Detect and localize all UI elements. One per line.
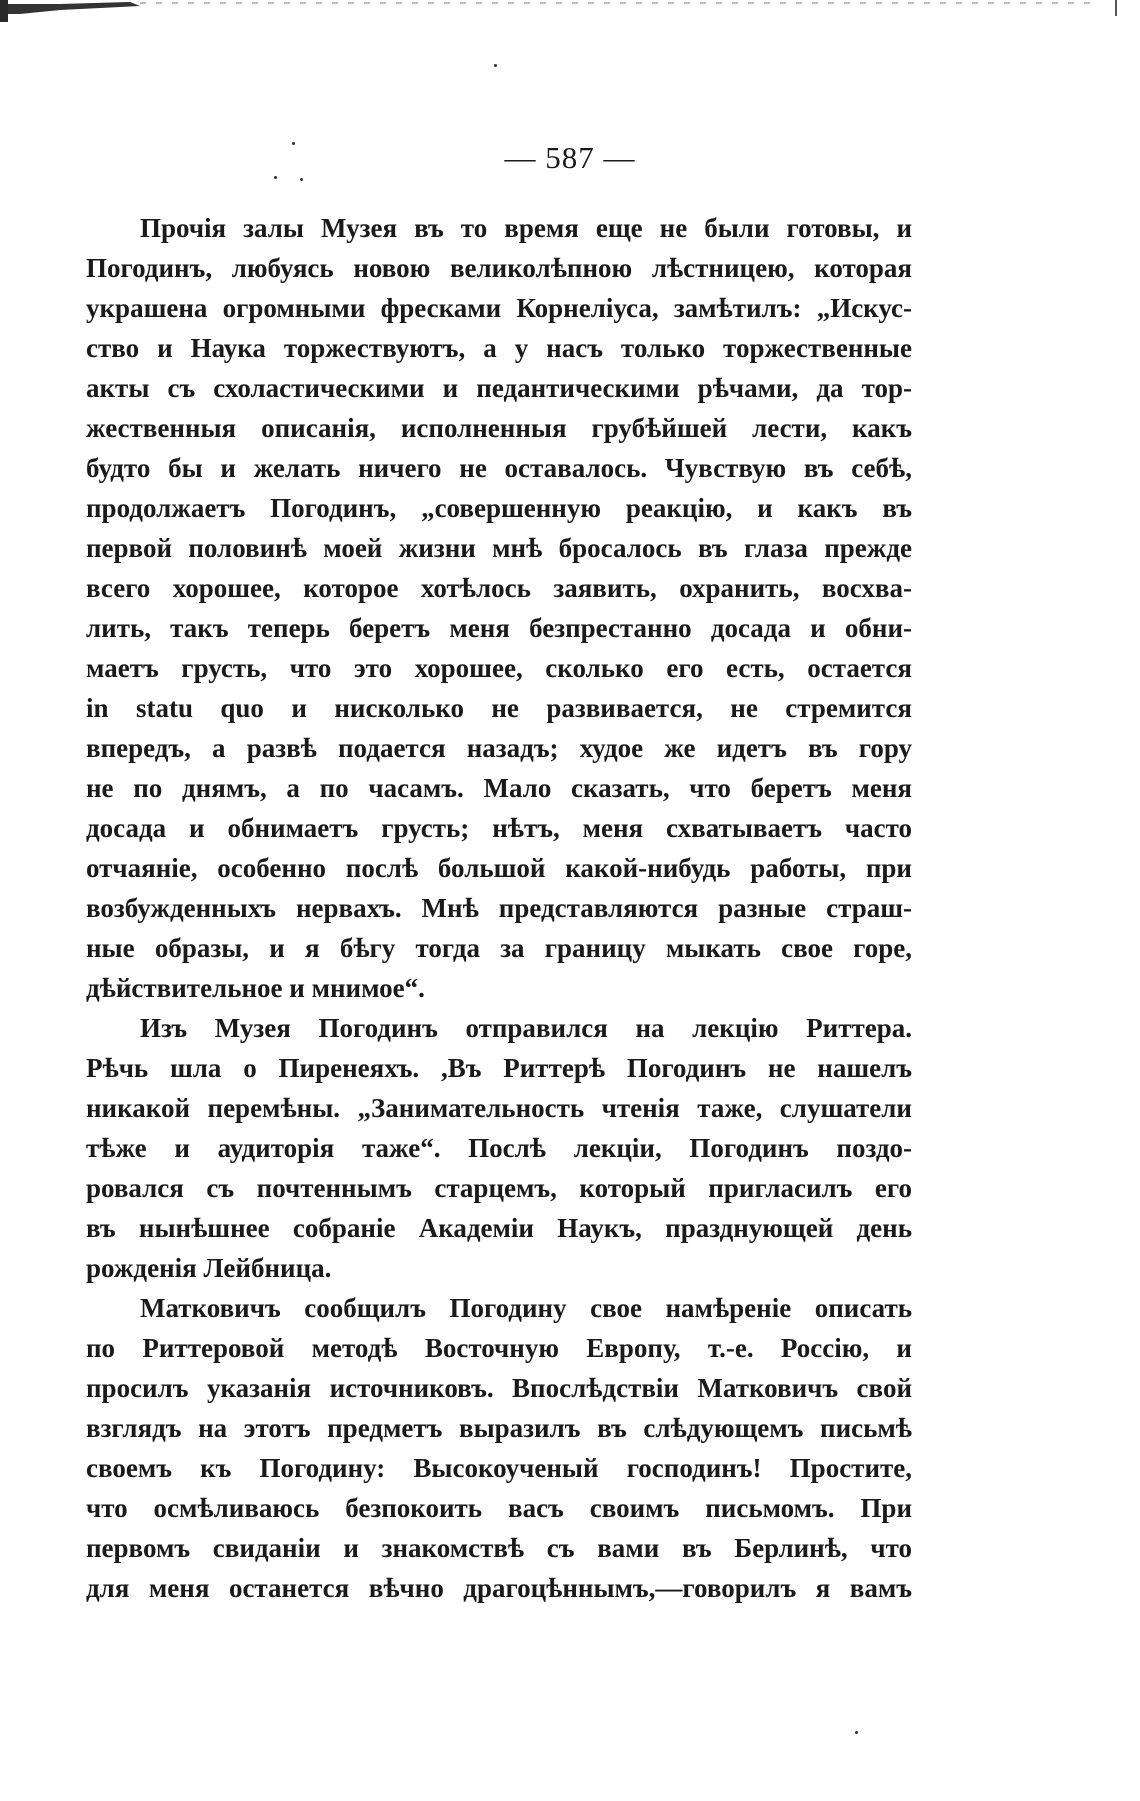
- text-line: продолжаетъ Погодинъ, „совершенную реакцію, и какъ въ: [86, 493, 912, 523]
- text-line: для меня останется вѣчно драгоцѣннымъ,—говорилъ я вамъ: [86, 1573, 912, 1603]
- text-line: взглядъ на этотъ предметъ выразилъ въ слѣдующемъ письмѣ: [86, 1413, 912, 1443]
- scan-speck: [855, 1731, 858, 1734]
- text-line: въ нынѣшнее собраніе Академіи Наукъ, празднующей день: [86, 1213, 912, 1243]
- scan-edge-artifact: [0, 0, 1140, 22]
- text-line: всего хорошее, которое хотѣлось заявить, охранить, восхва-: [86, 573, 912, 603]
- text-line: что осмѣливаюсь безпокоить васъ своимъ письмомъ. При: [86, 1493, 912, 1523]
- scan-speck: [494, 64, 497, 67]
- text-line: украшена огромными фресками Корнеліуса, замѣтилъ: „Искус-: [86, 293, 912, 323]
- text-line: просилъ указанія источниковъ. Впослѣдствіи Матковичъ свой: [86, 1373, 912, 1403]
- text-line: своемъ къ Погодину: Высокоученый господинъ! Простите,: [86, 1453, 912, 1483]
- text-line: Изъ Музея Погодинъ отправился на лекцію Риттера.: [140, 1013, 912, 1043]
- text-line: рожденія Лейбница.: [86, 1253, 332, 1283]
- text-line: Прочія залы Музея въ то время еще не были готовы, и: [140, 213, 912, 243]
- text-line: акты съ схоластическими и педантическими рѣчами, да тор-: [86, 373, 912, 403]
- text-line: первой половинѣ моей жизни мнѣ бросалось въ глаза прежде: [86, 533, 912, 563]
- text-line: тѣже и аудиторія таже“. Послѣ лекціи, Погодинъ поздо-: [86, 1133, 912, 1163]
- text-line: возбужденныхъ нервахъ. Мнѣ представляются разные страш-: [86, 893, 912, 923]
- text-line: Матковичъ сообщилъ Погодину свое намѣреніе описать: [140, 1293, 912, 1323]
- scan-speck: [274, 176, 277, 179]
- text-line: досада и обнимаетъ грусть; нѣтъ, меня схватываетъ часто: [86, 813, 912, 843]
- text-line: маетъ грусть, что это хорошее, сколько его есть, остается: [86, 653, 912, 683]
- text-line: in statu quo и нисколько не развивается, не стремится: [86, 693, 912, 723]
- text-line: будто бы и желать ничего не оставалось. Чувствую въ себѣ,: [86, 453, 912, 483]
- text-line: жественныя описанія, исполненныя грубѣйшей лести, какъ: [86, 413, 912, 443]
- text-line: по Риттеровой методѣ Восточную Европу, т.-е. Россію, и: [86, 1333, 912, 1363]
- text-line: первомъ свиданіи и знакомствѣ съ вами въ Берлинѣ, что: [86, 1533, 912, 1563]
- text-line: ство и Наука торжествуютъ, а у насъ только торжественные: [86, 333, 912, 363]
- text-line: лить, такъ теперь беретъ меня безпрестанно досада и обни-: [86, 613, 912, 643]
- scan-speck: [300, 178, 303, 181]
- text-line: впередъ, а развѣ подается назадъ; худое же идетъ въ гору: [86, 733, 912, 763]
- text-line: Погодинъ, любуясь новою великолѣпною лѣстницею, которая: [86, 253, 912, 283]
- text-line: Рѣчь шла о Пиренеяхъ. ,Въ Риттерѣ Погодинъ не нашелъ: [86, 1053, 912, 1083]
- text-line: не по днямъ, а по часамъ. Мало сказать, что беретъ меня: [86, 773, 912, 803]
- text-line: дѣйствительное и мнимое“.: [86, 973, 425, 1003]
- body-text: [86, 208, 912, 1608]
- text-line: ровался съ почтеннымъ старцемъ, который пригласилъ его: [86, 1173, 912, 1203]
- text-line: ные образы, и я бѣгу тогда за границу мыкать свое горе,: [86, 933, 912, 963]
- text-line: никакой перемѣны. „Занимательность чтенія таже, слушатели: [86, 1093, 912, 1123]
- text-line: отчаяніе, особенно послѣ большой какой-нибудь работы, при: [86, 853, 912, 883]
- page-number: — 587 —: [504, 140, 636, 175]
